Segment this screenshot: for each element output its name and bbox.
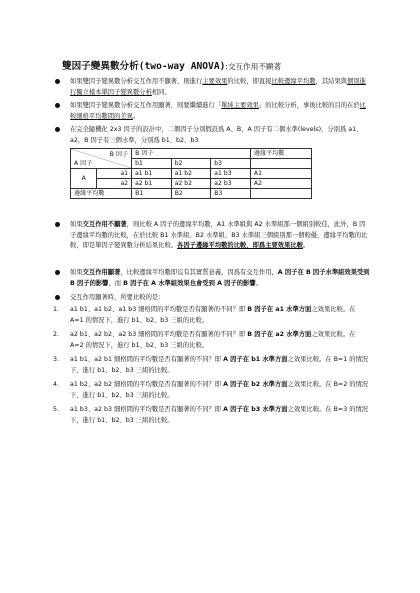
numbered-item-2: 2. a2 b1、a2 b2、a2 b3 細格間的平均數是否有顯著的不同？即 B 因子在 a2 水準方面之效果比較。在 A=2 的情況下，進行 b1、b2、b3 三組的比較。 (53, 331, 356, 349)
margin-mean-header: 邊緣平均數 (250, 149, 311, 159)
bullet-icon (55, 295, 60, 300)
table-header-row (71, 149, 312, 159)
design-table (70, 148, 312, 199)
bullet-icon (55, 270, 60, 275)
diagonal-header-cell: B 因子 A 因子 (71, 149, 132, 169)
bullet-icon (55, 103, 60, 108)
numbered-item-1: 1. a1 b1、a1 b2、a1 b3 細格間的平均數是否有顯著的不同？即 B 因子在 a1 水準方面之效果比較。在 A=1 的情況下，進行 b1、b2、b3 三組的比較。 (53, 306, 356, 324)
bullet-item-2: 如果雙因子變異數分析交互作用顯著，則要繼續進行「單純主要效果」的比較分析，事後比較的目的在於比較細格平均數間的差異。 (70, 101, 370, 122)
numbered-item-3: 3. a1 b1、a2 b1 細格間的平均數是否有顯著的不同？即 A 因子在 b1 水準方面之效果比較。在 B=1 的情況下，進行 b1、b2、b3 三組的比較。 (53, 356, 369, 374)
title-subtitle: :交互作用不顯著 (225, 62, 282, 71)
numbered-item-5: 5. a1 b3、a2 b3 細格間的平均數是否有顯著的不同？即 A 因子在 b3 水準方面之效果比較。在 B=3 的情況下，進行 b1、b2、b3 三組的比較。 (53, 406, 369, 424)
table-row: 邊緣平均數 B1 B2 B3 (71, 189, 312, 199)
numbered-item-4: 4. a1 b2、a2 b2 細格間的平均數是否有顯著的不同？即 A 因子在 b2 水準方面之效果比較。在 B=2 的情況下，進行 b1、b2、b3 三組的比較。 (53, 381, 369, 399)
diagonal-line (71, 149, 131, 168)
bullet-item-5: 如果交互作用顯著，比較邊緣平均數即沒有其實質意義，因爲有交互作用，A 因子在 B 因子水準組效果受到 B 因子的影響，而 B 因子在 A 水準組效果也會受到 A 因子的影響。 (70, 268, 370, 289)
table-row: a2 a2 b1 a2 b2 a2 b3 A2 (71, 179, 312, 189)
bullet-item-3: 在完全隨機化 2x3 因子的設計中，二個因子分別假設爲 A、B，A 因子有二個水準(levels)，分別爲 a1、a2，B 因子有三個水準，分別爲 b1、b2、b3 (70, 125, 370, 146)
table-row: A a1 a1 b1 a1 b2 a1 b3 A1 (71, 169, 312, 179)
bullet-item-1: 如果雙因子變異數分析交互作用不顯著，則進行主要效果的比較，即直接比較邊緣平均數，其結果與個別進行獨立樣本單因子變異數分析相同。 (70, 77, 370, 98)
bullet-icon (55, 127, 60, 132)
page-title (62, 61, 281, 73)
a-factor-label: A (71, 169, 97, 189)
bullet-item-6: 交互作用顯著時，所要比較的是： (70, 293, 370, 304)
table-subheader-row: b1 b2 b3 (71, 159, 312, 169)
bullet-icon (55, 79, 60, 84)
bullet-item-4: 如果交互作用不顯著，則比較 A 因子的邊緣平均數，A1 水準組與 A2 水準組那一個組別較佳，此外，B 因子邊緣平均數的比較，在於比較 B1 水準組、B2 水準組、B3 水準組三個組別那一個較優，邊緣平均數的比較，即是單因子變異數分析結果比較。各因子邊緣平均數的比較，即爲主要效果比較。 (70, 220, 370, 252)
bullet-icon (55, 222, 60, 227)
title-main: 雙因子變異數分析(two-way ANOVA) (62, 61, 226, 72)
b-factor-header: B 因子 (132, 149, 251, 159)
